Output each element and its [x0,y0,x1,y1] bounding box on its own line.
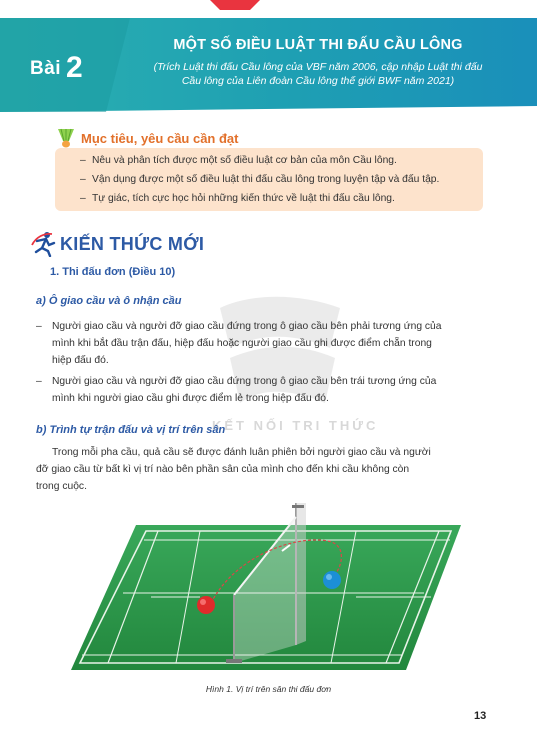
badminton-court-figure [66,495,471,677]
objective-item: – Vận dụng được một số điều luật thi đấu cầu lông trong luyện tập và đấu tập. [80,174,440,185]
objective-item: – Nêu và phân tích được một số điều luật cơ bản của môn Cầu lông. [80,155,397,166]
subsection-a-title: a) Ô giao cầu và ô nhận cầu [36,295,182,307]
subtitle-line-1: (Trích Luật thi đấu Cầu lông của VBF năm 2006, cập nhập Luật thi đấu [153,61,483,73]
section-1-title: 1. Thi đấu đơn (Điều 10) [50,266,176,278]
lesson-number: 2 [66,51,83,84]
lesson-header [0,0,537,118]
net-base [226,659,242,663]
server-player-marker [197,596,215,614]
page-number: 13 [474,710,487,722]
shuttlecock-icon [55,127,77,149]
runner-icon [30,231,58,257]
objective-item: – Tự giác, tích cực học hỏi những kiến thức về luật thi đấu cầu lông. [80,193,395,204]
watermark-text: KẾT NỐI TRI THỨC [212,418,379,433]
objectives-heading: Mục tiêu, yêu cầu cần đạt [81,131,239,146]
lesson-label: Bài [30,58,62,79]
new-knowledge-heading: KIẾN THỨC MỚI [60,234,205,254]
figure-caption: Hình 1. Vị trí trên sân thi đấu đơn [205,684,332,694]
receiver-player-marker [323,571,341,589]
rule-paragraph: – Người giao cầu và người đỡ giao cầu đứng trong ô giao cầu bên trái tương ứng của mình khi người giao cầu ghi được điểm lẻ trong hiệp đấu đó. [36,376,437,404]
lesson-title: MỘT SỐ ĐIỀU LUẬT THI ĐẤU CẦU LÔNG [173,37,463,53]
subtitle-line-2: Cầu lông của Liên đoàn Cầu lông thế giới BWF năm 2021) [181,75,455,87]
subsection-b-title: b) Trình tự trận đấu và vị trí trên sân [36,424,226,436]
rule-paragraph: – Người giao cầu và người đỡ giao cầu đứng trong ô giao cầu bên phải tương ứng của mình khi bắt đầu trận đấu, hiệp đấu hoặc người giao cầu ghi được điểm chẵn trong hiệp đấu đó. [36,321,442,366]
lesson-subtitle [108,60,528,88]
body-paragraph: Trong mỗi pha cầu, quả cầu sẽ được đánh luân phiên bởi người giao cầu và người đỡ giao cầu từ bất kì vị trí nào bên phần sân của mình cho đến khi cầu không còn trong cuộc. [36,447,431,492]
